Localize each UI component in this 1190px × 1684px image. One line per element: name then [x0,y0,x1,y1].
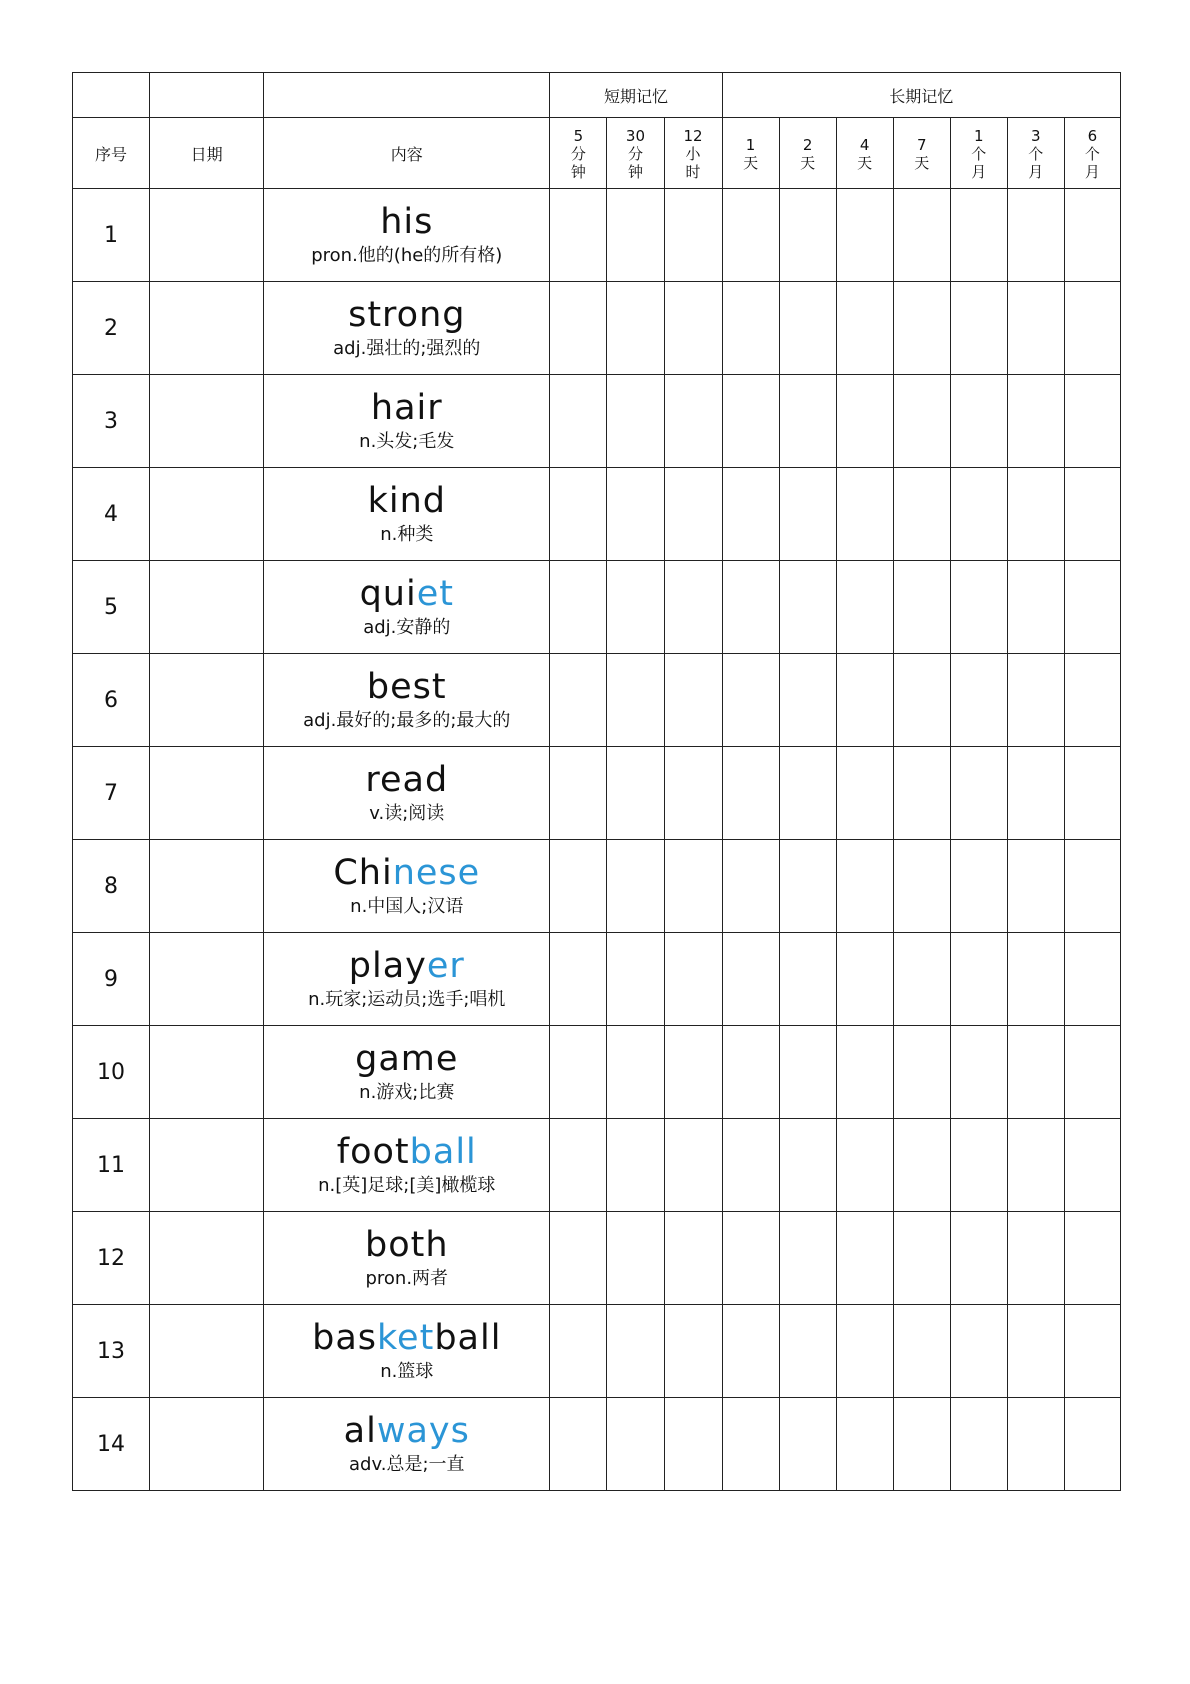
review-check-cell[interactable] [893,1119,950,1212]
header-interval-part: 6 [1087,127,1098,145]
word-meaning: n.头发;毛发 [359,431,455,452]
row-number: 7 [73,747,150,840]
review-check-cell[interactable] [836,1212,893,1305]
review-check-cell[interactable] [779,1305,836,1398]
word-segment: Chi [333,853,393,893]
review-check-cell[interactable] [950,1212,1007,1305]
date-cell[interactable] [150,1398,264,1491]
content-cell [264,282,550,375]
header-interval-long-7 [1064,118,1120,189]
row-number: 11 [73,1119,150,1212]
content-cell [264,933,550,1026]
word-meaning: adj.强壮的;强烈的 [333,338,481,359]
review-check-cell[interactable] [893,282,950,375]
word-segment: play [348,946,427,986]
header-interval-part: 分 [570,145,586,163]
review-check-cell[interactable] [550,1305,607,1398]
review-check-cell[interactable] [722,1305,779,1398]
word-meaning: n.篮球 [380,1361,434,1382]
review-check-cell[interactable] [722,1212,779,1305]
word-meaning: n.玩家;运动员;选手;唱机 [308,989,506,1010]
review-check-cell[interactable] [779,840,836,933]
review-check-cell[interactable] [1007,933,1064,1026]
date-cell[interactable] [150,1212,264,1305]
review-check-cell[interactable] [1007,561,1064,654]
review-check-cell[interactable] [607,282,664,375]
review-check-cell[interactable] [779,561,836,654]
vocab-word [264,1132,549,1172]
word-meaning: pron.两者 [365,1268,449,1289]
review-check-cell[interactable] [550,1026,607,1119]
review-check-cell[interactable] [893,468,950,561]
review-check-cell[interactable] [1007,189,1064,282]
review-check-cell[interactable] [722,1026,779,1119]
review-check-cell[interactable] [779,1119,836,1212]
review-check-cell[interactable] [664,468,722,561]
review-check-cell[interactable] [836,933,893,1026]
review-check-cell[interactable] [607,840,664,933]
word-segment: read [365,760,449,800]
header-interval-part: 1 [973,127,984,145]
word-segment-highlight: nese [392,853,481,893]
review-check-cell[interactable] [893,747,950,840]
row-number: 9 [73,933,150,1026]
review-check-cell[interactable] [664,189,722,282]
word-meaning: n.游戏;比赛 [359,1082,455,1103]
header-interval-part: 月 [1028,163,1044,181]
review-check-cell[interactable] [664,1305,722,1398]
review-check-cell[interactable] [722,840,779,933]
review-check-cell[interactable] [779,1212,836,1305]
review-check-cell[interactable] [550,1212,607,1305]
header-interval-part: 月 [1084,163,1100,181]
table-row [73,1212,1121,1305]
header-interval-part: 月 [971,163,987,181]
vocab-word [264,1225,549,1265]
content-cell [264,561,550,654]
review-check-cell[interactable] [836,747,893,840]
word-meaning: adj.安静的 [363,617,451,638]
header-interval-part: 钟 [627,163,643,181]
header-interval-part: 1 [745,136,756,154]
review-check-cell[interactable] [1064,1398,1120,1491]
review-check-cell[interactable] [722,654,779,747]
date-cell[interactable] [150,747,264,840]
word-segment: hair [370,388,443,428]
review-check-cell[interactable] [550,840,607,933]
table-row [73,654,1121,747]
review-check-cell[interactable] [950,1119,1007,1212]
review-check-cell[interactable] [779,282,836,375]
review-check-cell[interactable] [950,1398,1007,1491]
review-check-cell[interactable] [836,840,893,933]
table-row [73,1026,1121,1119]
date-cell[interactable] [150,933,264,1026]
header-row-columns [73,118,1121,189]
review-table [72,72,1121,1491]
word-segment-highlight: ways [376,1411,470,1451]
content-cell [264,654,550,747]
review-check-cell[interactable] [607,189,664,282]
review-check-cell[interactable] [950,747,1007,840]
review-check-cell[interactable] [607,1212,664,1305]
review-check-cell[interactable] [779,747,836,840]
header-interval-part: 天 [857,154,873,172]
word-segment-highlight: et [416,574,454,614]
review-check-cell[interactable] [1007,1119,1064,1212]
header-index: 序号 [73,118,150,189]
table-row [73,1305,1121,1398]
vocab-word [264,1318,549,1358]
review-check-cell[interactable] [664,282,722,375]
header-interval-part: 30 [625,127,646,145]
review-check-cell[interactable] [664,933,722,1026]
review-check-cell[interactable] [550,375,607,468]
content-cell [264,189,550,282]
vocab-word [264,1411,549,1451]
header-blank-date [150,73,264,118]
word-segment: qui [359,574,417,614]
review-check-cell[interactable] [722,375,779,468]
review-check-cell[interactable] [1064,561,1120,654]
header-interval-part: 天 [743,154,759,172]
review-check-cell[interactable] [550,189,607,282]
review-check-cell[interactable] [893,1398,950,1491]
header-interval-part: 12 [683,127,703,145]
table-row [73,561,1121,654]
review-check-cell[interactable] [893,1026,950,1119]
review-check-cell[interactable] [550,282,607,375]
review-check-cell[interactable] [550,561,607,654]
review-check-cell[interactable] [607,1305,664,1398]
review-check-cell[interactable] [1007,1212,1064,1305]
vocab-word [264,388,549,428]
word-meaning: n.中国人;汉语 [350,896,464,917]
header-interval-short-3 [664,118,722,189]
header-interval-part: 个 [1028,145,1044,163]
review-check-cell[interactable] [1064,375,1120,468]
vocab-word [264,295,549,335]
word-segment: his [380,202,434,242]
review-check-cell[interactable] [664,747,722,840]
memory-review-sheet [72,72,1121,1491]
table-row [73,1119,1121,1212]
content-cell [264,1305,550,1398]
review-check-cell[interactable] [1064,1026,1120,1119]
review-check-cell[interactable] [836,282,893,375]
row-number: 1 [73,189,150,282]
review-check-cell[interactable] [779,654,836,747]
review-check-cell[interactable] [722,747,779,840]
review-check-cell[interactable] [664,840,722,933]
content-cell [264,1212,550,1305]
date-cell[interactable] [150,1119,264,1212]
review-check-cell[interactable] [664,1212,722,1305]
header-interval-part: 个 [1084,145,1100,163]
review-check-cell[interactable] [893,1305,950,1398]
table-row [73,1398,1121,1491]
review-check-cell[interactable] [1007,1305,1064,1398]
review-check-cell[interactable] [1064,840,1120,933]
review-check-cell[interactable] [1007,1398,1064,1491]
review-check-cell[interactable] [722,1119,779,1212]
review-check-cell[interactable] [836,1305,893,1398]
word-segment-highlight: er [426,946,465,986]
review-check-cell[interactable] [550,747,607,840]
word-rows [73,189,1121,1491]
review-check-cell[interactable] [607,1398,664,1491]
header-interval-part: 7 [916,136,927,154]
word-segment: strong [348,295,466,335]
review-check-cell[interactable] [607,933,664,1026]
header-interval-part: 3 [1031,127,1041,145]
row-number: 14 [73,1398,150,1491]
review-check-cell[interactable] [950,1026,1007,1119]
row-number: 10 [73,1026,150,1119]
review-check-cell[interactable] [1064,933,1120,1026]
word-segment: al [343,1411,377,1451]
content-cell [264,1119,550,1212]
review-check-cell[interactable] [664,1026,722,1119]
date-cell[interactable] [150,282,264,375]
word-segment: bas [312,1318,378,1358]
vocab-word [264,853,549,893]
review-check-cell[interactable] [722,561,779,654]
row-number: 4 [73,468,150,561]
word-segment: game [355,1039,459,1079]
review-check-cell[interactable] [836,1119,893,1212]
vocab-word [264,202,549,242]
review-check-cell[interactable] [1007,747,1064,840]
review-check-cell[interactable] [607,375,664,468]
header-interval-long-2 [779,118,836,189]
row-number: 12 [73,1212,150,1305]
header-blank-content [264,73,550,118]
review-check-cell[interactable] [1007,468,1064,561]
review-check-cell[interactable] [664,654,722,747]
table-row [73,375,1121,468]
word-meaning: pron.他的(he的所有格) [311,245,503,266]
header-blank-index [73,73,150,118]
header-interval-part: 2 [802,136,813,154]
header-interval-part: 钟 [570,163,586,181]
review-check-cell[interactable] [836,189,893,282]
date-cell[interactable] [150,375,264,468]
header-interval-part: 个 [971,145,987,163]
review-check-cell[interactable] [722,282,779,375]
date-cell[interactable] [150,654,264,747]
review-check-cell[interactable] [722,933,779,1026]
review-check-cell[interactable] [950,375,1007,468]
word-segment: foot [336,1132,410,1172]
review-check-cell[interactable] [950,654,1007,747]
row-number: 5 [73,561,150,654]
header-interval-part: 4 [859,136,870,154]
date-cell[interactable] [150,1026,264,1119]
row-number: 3 [73,375,150,468]
vocab-word [264,481,549,521]
review-check-cell[interactable] [836,1026,893,1119]
review-check-cell[interactable] [950,1305,1007,1398]
table-row [73,468,1121,561]
review-check-cell[interactable] [1064,468,1120,561]
review-check-cell[interactable] [550,933,607,1026]
review-check-cell[interactable] [1064,1212,1120,1305]
header-date: 日期 [150,118,264,189]
review-check-cell[interactable] [893,189,950,282]
word-meaning: adj.最好的;最多的;最大的 [303,710,511,731]
review-check-cell[interactable] [1064,654,1120,747]
review-check-cell[interactable] [1007,654,1064,747]
header-interval-part: 时 [685,163,701,181]
word-segment: both [365,1225,449,1265]
date-cell[interactable] [150,189,264,282]
word-meaning: n.种类 [380,524,434,545]
header-interval-long-5 [950,118,1007,189]
content-cell [264,375,550,468]
header-interval-long-3 [836,118,893,189]
word-meaning: adv.总是;一直 [349,1454,465,1475]
review-check-cell[interactable] [779,1398,836,1491]
review-check-cell[interactable] [607,1026,664,1119]
date-cell[interactable] [150,1305,264,1398]
review-check-cell[interactable] [664,375,722,468]
word-segment: best [366,667,447,707]
review-check-cell[interactable] [550,1398,607,1491]
review-check-cell[interactable] [779,468,836,561]
review-check-cell[interactable] [722,189,779,282]
header-long-term: 长期记忆 [722,73,1120,118]
review-check-cell[interactable] [664,1398,722,1491]
review-check-cell[interactable] [1007,1026,1064,1119]
vocab-word [264,1039,549,1079]
header-interval-long-6 [1007,118,1064,189]
review-check-cell[interactable] [779,189,836,282]
review-check-cell[interactable] [1007,282,1064,375]
table-row [73,747,1121,840]
review-check-cell[interactable] [607,561,664,654]
review-check-cell[interactable] [722,468,779,561]
vocab-word [264,667,549,707]
review-check-cell[interactable] [836,654,893,747]
review-check-cell[interactable] [893,933,950,1026]
review-check-cell[interactable] [779,933,836,1026]
row-number: 13 [73,1305,150,1398]
review-check-cell[interactable] [1064,1119,1120,1212]
content-cell [264,468,550,561]
review-check-cell[interactable] [836,468,893,561]
date-cell[interactable] [150,561,264,654]
table-row [73,189,1121,282]
review-check-cell[interactable] [550,1119,607,1212]
review-check-cell[interactable] [607,1119,664,1212]
word-meaning: n.[英]足球;[美]橄榄球 [318,1175,496,1196]
review-check-cell[interactable] [722,1398,779,1491]
table-row [73,933,1121,1026]
review-check-cell[interactable] [893,654,950,747]
review-check-cell[interactable] [550,468,607,561]
row-number: 2 [73,282,150,375]
header-interval-part: 小 [685,145,701,163]
header-interval-short-2 [607,118,664,189]
content-cell [264,1026,550,1119]
date-cell[interactable] [150,840,264,933]
review-check-cell[interactable] [1064,747,1120,840]
review-check-cell[interactable] [664,1119,722,1212]
review-check-cell[interactable] [1064,1305,1120,1398]
vocab-word [264,574,549,614]
review-check-cell[interactable] [779,1026,836,1119]
review-check-cell[interactable] [1064,189,1120,282]
review-check-cell[interactable] [836,561,893,654]
word-segment: kind [367,481,446,521]
header-interval-short-1 [550,118,607,189]
review-check-cell[interactable] [893,561,950,654]
review-check-cell[interactable] [950,933,1007,1026]
review-check-cell[interactable] [550,654,607,747]
review-check-cell[interactable] [1064,282,1120,375]
word-segment-highlight: ket [377,1318,435,1358]
review-check-cell[interactable] [664,561,722,654]
review-check-cell[interactable] [607,468,664,561]
review-check-cell[interactable] [950,840,1007,933]
header-interval-part: 天 [914,154,930,172]
review-check-cell[interactable] [836,1398,893,1491]
vocab-word [264,760,549,800]
content-cell [264,840,550,933]
header-interval-long-4 [893,118,950,189]
review-check-cell[interactable] [893,840,950,933]
word-segment: ball [434,1318,502,1358]
vocab-word [264,946,549,986]
header-interval-part: 天 [800,154,816,172]
content-cell [264,1398,550,1491]
review-check-cell[interactable] [1007,375,1064,468]
header-content: 内容 [264,118,550,189]
review-check-cell[interactable] [893,1212,950,1305]
content-cell [264,747,550,840]
header-row-groups [73,73,1121,118]
review-check-cell[interactable] [893,375,950,468]
date-cell[interactable] [150,468,264,561]
review-check-cell[interactable] [836,375,893,468]
header-interval-part: 分 [627,145,643,163]
review-check-cell[interactable] [950,468,1007,561]
header-interval-part: 5 [573,127,584,145]
review-check-cell[interactable] [950,282,1007,375]
row-number: 6 [73,654,150,747]
review-check-cell[interactable] [779,375,836,468]
row-number: 8 [73,840,150,933]
header-interval-long-1 [722,118,779,189]
review-check-cell[interactable] [607,747,664,840]
review-check-cell[interactable] [1007,840,1064,933]
header-short-term: 短期记忆 [550,73,722,118]
word-meaning: v.读;阅读 [369,803,445,824]
table-row [73,840,1121,933]
word-segment-highlight: ball [409,1132,477,1172]
review-check-cell[interactable] [950,189,1007,282]
review-check-cell[interactable] [607,654,664,747]
review-check-cell[interactable] [950,561,1007,654]
table-row [73,282,1121,375]
